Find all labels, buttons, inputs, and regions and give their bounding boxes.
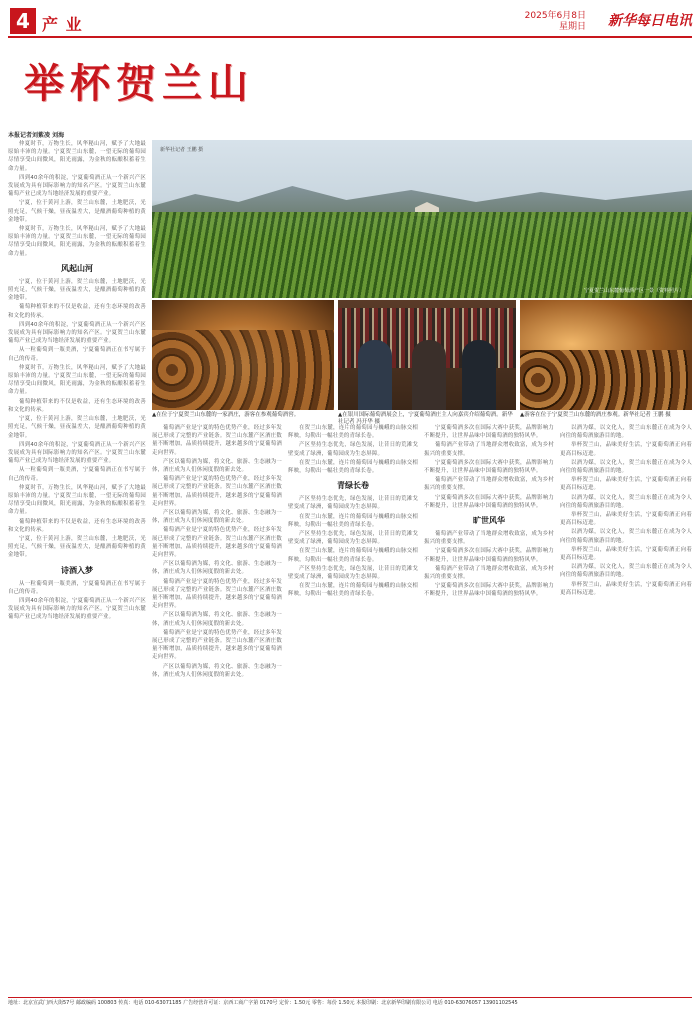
body-paragraph: 宁夏葡萄酒多次在国际大赛中获奖，品牌影响力不断提升，让世界品味中国葡萄酒的独特风华。: [424, 459, 554, 475]
body-paragraph: 产区以葡萄酒为媒，将文化、旅游、生态融为一体，酒庄成为人们休闲度假的新去处。: [152, 561, 282, 576]
hero-photo-credit: 新华社记者 王鹏 摄: [160, 147, 204, 153]
barrels: [152, 330, 334, 410]
body-paragraph: 仲夏时节，万物生长，风华秘山河，赋予了大地最原始丰沛的力量。宁夏贺兰山东麓，一望无际的葡萄园尽情享受山间微风，阳光雨露，为金秋的酝酿积蓄着生命力量。: [8, 484, 146, 516]
body-paragraph: 在贺兰山东麓，连片的葡萄园与巍峨的山脉交相辉映，勾勒出一幅壮美的青绿长卷。: [288, 513, 418, 528]
body-paragraph: 以酒为媒，以文化人，贺兰山东麓正在成为令人向往的葡萄酒旅游目的地。: [560, 459, 692, 475]
body-paragraph: 举杯贺兰山，品味美好生活，宁夏葡萄酒正向着更高目标迈进。: [560, 442, 692, 457]
article-column-5: [560, 424, 692, 990]
article-byline: 本报记者刘紫凌 刘海: [8, 132, 65, 139]
body-paragraph: 葡萄酒产业带动了当地群众增收致富，成为乡村振兴的重要支撑。: [424, 565, 554, 581]
body-paragraph: 葡萄酒产业带动了当地群众增收致富，成为乡村振兴的重要支撑。: [424, 442, 554, 457]
article-column-2: [152, 424, 282, 990]
body-paragraph: 宁夏，位于黄河上游，贺兰山东麓，土地肥沃，光照充足，气候干燥，昼夜温差大，是酿酒葡萄种植的黄金地带。: [8, 416, 146, 439]
body-paragraph: 仲夏时节，万物生长，风华秘山河，赋予了大地最原始丰沛的力量。宁夏贺兰山东麓，一望无际的葡萄园尽情享受山间微风，阳光雨露，为金秋的酝酿积蓄着生命力量。: [8, 141, 146, 172]
body-paragraph: 葡萄酒产业是宁夏的特色优势产业，经过多年发展已形成了完整的产业链条。贺兰山东麓产区酒庄数量不断增加，品质持续提升，越来越多的宁夏葡萄酒走向世界。: [152, 578, 282, 610]
section-subhead: 青绿长卷: [337, 481, 369, 491]
body-paragraph: 从一粒葡萄到一瓶美酒，宁夏葡萄酒正在书写属于自己的传奇。: [8, 580, 146, 595]
article-column-3: [288, 424, 418, 990]
photo-caption: ▲在银川国际葡萄酒展会上，宁夏葡萄酒庄主人向嘉宾介绍葡萄酒。新华社记者 冯开华 摄: [338, 412, 513, 425]
body-paragraph: 以酒为媒，以文化人，贺兰山东麓正在成为令人向往的葡萄酒旅游目的地。: [560, 494, 692, 509]
section-subhead: 诗酒入梦: [61, 565, 93, 575]
body-paragraph: 举杯贺兰山，品味美好生活，宁夏葡萄酒正向着更高目标迈进。: [560, 477, 692, 492]
body-paragraph: 葡萄种植带来的不仅是收益，还有生态环境的改善和文化的传承。: [8, 518, 146, 533]
date-block: [525, 11, 586, 33]
body-paragraph: 葡萄酒产业是宁夏的特色优势产业，经过多年发展已形成了完整的产业链条。贺兰山东麓产区酒庄数量不断增加，品质持续提升，越来越多的宁夏葡萄酒走向世界。: [152, 527, 282, 559]
body-paragraph: 在贺兰山东麓，连片的葡萄园与巍峨的山脉交相辉映，勾勒出一幅壮美的青绿长卷。: [288, 583, 418, 598]
section-name: 产 业: [42, 15, 83, 34]
photo-caption: ▲在位于宁夏贺兰山东麓的一家酒庄，游客在参观葡萄酒窖。: [152, 412, 300, 418]
person: [358, 340, 392, 410]
body-paragraph: 在贺兰山东麓，连片的葡萄园与巍峨的山脉交相辉映，勾勒出一幅壮美的青绿长卷。: [288, 459, 418, 475]
body-paragraph: 宁夏葡萄酒多次在国际大赛中获奖，品牌影响力不断提升，让世界品味中国葡萄酒的独特风华。: [424, 583, 554, 598]
body-paragraph: 葡萄酒产业是宁夏的特色优势产业，经过多年发展已形成了完整的产业链条。贺兰山东麓产区酒庄数量不断增加，品质持续提升，越来越多的宁夏葡萄酒走向世界。: [152, 629, 282, 661]
body-paragraph: 产区以葡萄酒为媒，将文化、旅游、生态融为一体，酒庄成为人们休闲度假的新去处。: [152, 663, 282, 678]
body-paragraph: 仲夏时节，万物生长，风华秘山河，赋予了大地最原始丰沛的力量。宁夏贺兰山东麓，一望无际的葡萄园尽情享受山间微风，阳光雨露，为金秋的酝酿积蓄着生命力量。: [8, 364, 146, 396]
body-paragraph: 葡萄种植带来的不仅是收益，还有生态环境的改善和文化的传承。: [8, 304, 146, 319]
page-number: 4: [10, 8, 36, 34]
body-paragraph: 产区以葡萄酒为媒，将文化、旅游、生态融为一体，酒庄成为人们休闲度假的新去处。: [152, 458, 282, 474]
body-paragraph: 以酒为媒，以文化人，贺兰山东麓正在成为令人向往的葡萄酒旅游目的地。: [560, 564, 692, 579]
person: [412, 340, 446, 410]
person: [462, 340, 496, 410]
body-paragraph: 宁夏，位于黄河上游，贺兰山东麓，土地肥沃，光照充足，气候干燥，昼夜温差大，是酿酒葡萄种植的黄金地带。: [8, 535, 146, 559]
photo-caption: ▲游客在位于宁夏贺兰山东麓的酒庄参观。新华社记者 王鹏 摄: [520, 412, 671, 418]
page-footer: 地址：北京宣武门西大街57号 邮政编码 100803 传真：电话 010-63071185 广告经营许可证：京西工商广字第 0170号 定价：1.50元 零售：每份 1.50元 本报印刷：北京新华印刷有限公司 电话 010-63076057 13901102545: [8, 1000, 518, 1006]
article-column-1: [8, 140, 146, 990]
body-paragraph: 宁夏，位于黄河上游，贺兰山东麓，土地肥沃，光照充足，气候干燥，昼夜温差大，是酿酒葡萄种植的黄金地带。: [8, 200, 146, 223]
body-paragraph: 产区坚持生态优先，绿色发展，让昔日的荒滩戈壁变成了绿洲，葡萄园成为生态屏障。: [288, 496, 418, 511]
body-paragraph: 以酒为媒，以文化人，贺兰山东麓正在成为令人向往的葡萄酒旅游目的地。: [560, 529, 692, 544]
section-subhead: 风起山河: [61, 263, 93, 273]
vineyard-rows: [152, 212, 692, 298]
body-paragraph: 宁夏，位于黄河上游，贺兰山东麓，土地肥沃，光照充足，气候干燥，昼夜温差大，是酿酒葡萄种植的黄金地带。: [8, 278, 146, 302]
body-paragraph: 葡萄种植带来的不仅是收益，还有生态环境的改善和文化的传承。: [8, 398, 146, 413]
barrels: [520, 350, 692, 410]
issue-date: 2025年6月8日: [524, 11, 586, 21]
body-paragraph: 仲夏时节，万物生长，风华秘山河，赋予了大地最原始丰沛的力量。宁夏贺兰山东麓，一望无际的葡萄园尽情享受山间微风，阳光雨露，为金秋的酝酿积蓄着生命力量。: [8, 226, 146, 257]
body-paragraph: 四到40余年的积淀，宁夏葡萄酒正从一个新兴产区发展成为具有国际影响力的知名产区。宁夏贺兰山东麓葡萄产业已成为当地经济发展的重要产业。: [8, 441, 146, 465]
hero-photo-caption: 宁夏贺兰山东麓葡萄酒产区一景（资料照片）: [583, 288, 684, 294]
body-paragraph: 宁夏葡萄酒多次在国际大赛中获奖，品牌影响力不断提升，让世界品味中国葡萄酒的独特风华。: [424, 548, 554, 563]
body-paragraph: 葡萄酒产业带动了当地群众增收致富，成为乡村振兴的重要支撑。: [424, 531, 554, 546]
body-paragraph: 四到40余年的积淀，宁夏葡萄酒正从一个新兴产区发展成为具有国际影响力的知名产区。宁夏贺兰山东麓葡萄产业已成为当地经济发展的重要产业。: [8, 174, 146, 198]
masthead: [8, 6, 692, 36]
article-column-4: [424, 424, 554, 990]
newspaper-title: 新华每日电讯: [608, 13, 692, 29]
body-paragraph: 产区坚持生态优先，绿色发展，让昔日的荒滩戈壁变成了绿洲，葡萄园成为生态屏障。: [288, 442, 418, 457]
section-subhead: 旷世风华: [473, 516, 505, 526]
body-paragraph: 产区以葡萄酒为媒，将文化、旅游、生态融为一体，酒庄成为人们休闲度假的新去处。: [152, 612, 282, 627]
masthead-rule: [8, 36, 692, 38]
body-paragraph: 举杯贺兰山，品味美好生活，宁夏葡萄酒正向着更高目标迈进。: [560, 512, 692, 527]
article-headline: 举杯贺兰山: [24, 60, 254, 107]
body-paragraph: 产区坚持生态优先，绿色发展，让昔日的荒滩戈壁变成了绿洲，葡萄园成为生态屏障。: [288, 565, 418, 581]
body-paragraph: 四到40余年的积淀，宁夏葡萄酒正从一个新兴产区发展成为具有国际影响力的知名产区。宁夏贺兰山东麓葡萄产业已成为当地经济发展的重要产业。: [8, 597, 146, 621]
body-paragraph: 以酒为媒，以文化人，贺兰山东麓正在成为令人向往的葡萄酒旅游目的地。: [560, 425, 692, 440]
body-paragraph: 在贺兰山东麓，连片的葡萄园与巍峨的山脉交相辉映，勾勒出一幅壮美的青绿长卷。: [288, 548, 418, 563]
wine-expo-photo: [338, 300, 516, 410]
body-paragraph: 葡萄酒产业是宁夏的特色优势产业，经过多年发展已形成了完整的产业链条。贺兰山东麓产区酒庄数量不断增加，品质持续提升，越来越多的宁夏葡萄酒走向世界。: [152, 425, 282, 456]
body-paragraph: 葡萄酒产业带动了当地群众增收致富，成为乡村振兴的重要支撑。: [424, 477, 554, 492]
body-paragraph: 举杯贺兰山，品味美好生活，宁夏葡萄酒正向着更高目标迈进。: [560, 546, 692, 562]
body-paragraph: 产区坚持生态优先，绿色发展，让昔日的荒滩戈壁变成了绿洲，葡萄园成为生态屏障。: [288, 531, 418, 546]
body-paragraph: 在贺兰山东麓，连片的葡萄园与巍峨的山脉交相辉映，勾勒出一幅壮美的青绿长卷。: [288, 425, 418, 440]
body-paragraph: 宁夏葡萄酒多次在国际大赛中获奖，品牌影响力不断提升，让世界品味中国葡萄酒的独特风华。: [424, 425, 554, 440]
body-paragraph: 葡萄酒产业是宁夏的特色优势产业，经过多年发展已形成了完整的产业链条。贺兰山东麓产区酒庄数量不断增加，品质持续提升，越来越多的宁夏葡萄酒走向世界。: [152, 476, 282, 507]
issue-weekday: 星期日: [558, 22, 586, 32]
footer-rule: [8, 997, 692, 998]
body-paragraph: 宁夏葡萄酒多次在国际大赛中获奖，品牌影响力不断提升，让世界品味中国葡萄酒的独特风华。: [424, 494, 554, 509]
winery-tour-photo: [520, 300, 692, 410]
body-paragraph: 从一粒葡萄到一瓶美酒，宁夏葡萄酒正在书写属于自己的传奇。: [8, 467, 146, 482]
hero-vineyard-photo: [152, 140, 692, 298]
body-paragraph: 四到40余年的积淀，宁夏葡萄酒正从一个新兴产区发展成为具有国际影响力的知名产区。宁夏贺兰山东麓葡萄产业已成为当地经济发展的重要产业。: [8, 321, 146, 345]
body-paragraph: 举杯贺兰山，品味美好生活，宁夏葡萄酒正向着更高目标迈进。: [560, 581, 692, 596]
wine-cellar-photo: [152, 300, 334, 410]
body-paragraph: 从一粒葡萄到一瓶美酒，宁夏葡萄酒正在书写属于自己的传奇。: [8, 347, 146, 362]
body-paragraph: 产区以葡萄酒为媒，将文化、旅游、生态融为一体，酒庄成为人们休闲度假的新去处。: [152, 510, 282, 525]
